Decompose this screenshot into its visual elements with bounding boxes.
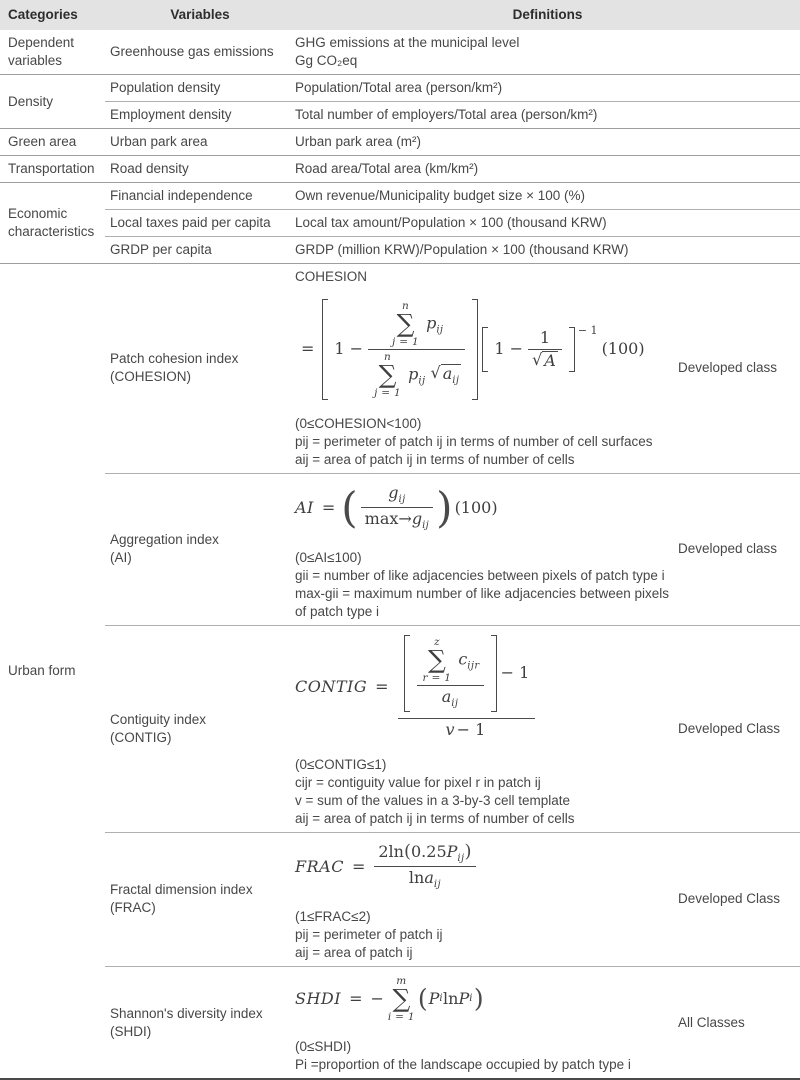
sigma-sum: n ∑ j = 1 (392, 300, 419, 348)
arrow-icon: → (398, 509, 412, 529)
frac-formula: FRAC = $\frac{2\ln(0.25P_{ij})}{\ln a_{ij}}$ (295, 841, 479, 893)
equals-sign: = (301, 339, 315, 359)
numerator: $2\ln(0.25P_{ij})$ (378, 840, 472, 864)
left-paren: ( (403, 840, 411, 862)
exponent: − 1 (577, 323, 598, 337)
factor-100: (100) (601, 339, 645, 359)
denominator: v − 1 (445, 719, 486, 739)
group-dependent-variables (0, 30, 800, 74)
variable-line: (COHESION) (110, 369, 191, 385)
variable-cell (105, 264, 295, 473)
definition-cell: Urban park area (m²) (295, 134, 422, 149)
cohesion-formula (295, 299, 647, 400)
variable-cell (105, 833, 295, 966)
note-line: (0≤COHESION<100) (295, 415, 422, 431)
formula-notes (295, 549, 669, 621)
header-categories: Categories (8, 7, 78, 22)
sigma-sum: z ∑ r = 1 (422, 636, 452, 684)
class-cell: Developed class (678, 360, 778, 376)
sigma-sum: n ∑ j = 1 (374, 350, 401, 399)
denominator: n ∑ j = 1 $p_{ij}$ √ $a_{ij}$ (374, 350, 460, 399)
formula-notes (295, 1038, 631, 1074)
note-line: aij = area of patch ij in terms of number of cells (295, 810, 575, 826)
left-paren: ( (341, 483, 358, 533)
table-row (105, 101, 800, 128)
definition-cell (295, 474, 678, 625)
variable-line: Fractal dimension index (110, 882, 253, 898)
formula-notes (295, 415, 653, 469)
definition-cell (295, 30, 800, 74)
table-row (105, 30, 800, 74)
definition-cell: Total number of employers/Total area (person/km²) (295, 107, 598, 122)
variable-cell: Road density (110, 161, 189, 176)
category-cell: Transportation (8, 161, 95, 176)
fraction (374, 841, 475, 893)
numerator: n ∑ j = 1 $p_{ij}$ (392, 300, 444, 348)
definition-cell: Own revenue/Municipality budget size × 100 (%) (295, 188, 586, 203)
note-line: max-gii = maximum number of like adjacencies between pixels (295, 586, 670, 602)
note-line: aij = area of patch ij in terms of number of cells (295, 451, 575, 467)
contig-formula: CONTIG = z ∑ r = 1 $c_{ijr}$ $a_{ij}$ − 1 v − 1 (295, 634, 538, 741)
table-header-row (0, 0, 800, 30)
definition-line: Gg CO₂eq (295, 53, 358, 68)
denominator: $\max\to g_{ij}$ (364, 509, 430, 532)
sigma-sum: m ∑ i = 1 (387, 975, 415, 1023)
one-minus: 1 − (334, 339, 364, 359)
variable-line: Contiguity index (110, 711, 207, 727)
class-cell: Developed Class (678, 720, 781, 736)
left-bracket (482, 327, 488, 372)
note-line: of patch type i (295, 604, 380, 620)
group-transportation (0, 155, 800, 182)
variable-cell: Population density (110, 80, 221, 95)
variable-cell (105, 474, 295, 625)
equals-sign: = (375, 677, 389, 697)
variable-line: (AI) (110, 550, 132, 566)
variable-cell: Employment density (110, 107, 232, 122)
fraction: $\frac{1}{√ A}$ (528, 327, 562, 372)
table-row-shdi (105, 966, 800, 1078)
definition-cell: Population/Total area (person/km²) (295, 80, 503, 95)
variable-line: Patch cohesion index (110, 351, 239, 367)
variable-line: (FRAC) (110, 900, 156, 916)
note-line: cijr = contiguity value for pixel r in patch ij (295, 774, 541, 790)
fraction (361, 482, 434, 534)
ai-formula: AI = ( $\frac{g_{ij}}{\max\to g_{ij}}$ ) (100) (295, 482, 498, 533)
variable-cell: Local taxes paid per capita (110, 215, 271, 230)
table-row-contig (105, 625, 800, 832)
group-green-area (0, 128, 800, 155)
left-paren: ( (417, 983, 428, 1013)
note-line: (0≤SHDI) (295, 1038, 352, 1054)
variable-cell: Greenhouse gas emissions (110, 44, 274, 59)
right-bracket (569, 327, 575, 372)
group-urban-form (0, 263, 800, 1078)
class-cell: All Classes (678, 1014, 745, 1030)
factor-100: (100) (454, 497, 498, 517)
inner-fraction (417, 635, 484, 712)
variable-line: (CONTIG) (110, 729, 172, 745)
formula-label: COHESION (295, 269, 368, 284)
denominator: $a_{ij}$ (441, 687, 459, 710)
right-bracket (472, 299, 478, 400)
right-bracket (491, 635, 497, 712)
category-cell: Dependent variables (8, 35, 75, 68)
header-definitions: Definitions (512, 7, 583, 22)
definition-line: GHG emissions at the municipal level (295, 35, 520, 50)
note-line: pij = perimeter of patch ij in terms of number of cell surfaces (295, 433, 653, 449)
sigma-icon: ∑ (392, 984, 411, 1014)
table-row-ai (105, 473, 800, 625)
note-line: (0≤AI≤100) (295, 550, 362, 566)
sqrt-radical: √ A (532, 349, 556, 370)
definition-cell: Road area/Total area (km/km²) (295, 161, 479, 176)
note-line: v = sum of the values in a 3-by-3 cell template (295, 792, 571, 808)
variable-line: Aggregation index (110, 532, 219, 548)
sigma-icon: ∑ (378, 359, 397, 389)
table-row (105, 183, 800, 209)
numerator (398, 634, 536, 718)
definition-cell: Local tax amount/Population × 100 (thousand KRW) (295, 215, 607, 230)
category-cell: Urban form (8, 662, 76, 678)
one-minus: 1 − (494, 339, 524, 359)
class-cell: Developed Class (678, 891, 781, 907)
formula-notes (295, 908, 442, 962)
right-paren: ) (464, 840, 472, 862)
variable-cell: Financial independence (110, 188, 253, 203)
outer-fraction (398, 634, 536, 741)
numerator: $g_{ij}$ (388, 482, 406, 505)
fraction (368, 299, 465, 400)
definition-cell: GRDP (million KRW)/Population × 100 (thousand KRW) (295, 242, 629, 257)
denominator: lna$_{ij}$ (408, 868, 441, 891)
right-paren: ) (473, 983, 484, 1013)
category-cell: Economic characteristics (8, 206, 95, 239)
definition-cell (295, 626, 678, 832)
variable-cell: Urban park area (110, 134, 208, 149)
variable-cell (105, 626, 295, 832)
note-line: (1≤FRAC≤2) (295, 909, 371, 925)
numerator: z ∑ r = 1 $c_{ijr}$ (422, 636, 480, 684)
note-line: aij = area of patch ij (295, 945, 413, 961)
note-line: (0≤CONTIG≤1) (295, 756, 387, 772)
table-row-cohesion (105, 264, 800, 473)
right-paren: ) (436, 483, 453, 533)
definition-cell (295, 264, 678, 473)
group-density (0, 74, 800, 128)
table-row (105, 236, 800, 263)
variable-cell: GRDP per capita (110, 242, 212, 257)
group-economic-characteristics (0, 182, 800, 263)
note-line: pij = perimeter of patch ij (295, 927, 443, 943)
bracketed-expression (320, 299, 480, 400)
table-row (105, 156, 800, 182)
category-cell: Green area (8, 134, 77, 149)
equals-sign: = (321, 497, 336, 517)
table-row (105, 75, 800, 101)
variable-line: (SHDI) (110, 1023, 152, 1039)
table-row (105, 129, 800, 155)
sigma-icon: ∑ (396, 309, 415, 339)
left-bracket (322, 299, 328, 400)
definition-cell (295, 967, 678, 1078)
equals-sign: = (349, 989, 363, 1008)
left-bracket (404, 635, 410, 712)
category-cell: Density (8, 93, 54, 109)
definition-cell (295, 833, 678, 966)
variable-line: Shannon's diversity index (110, 1005, 263, 1021)
denominator (528, 350, 562, 372)
variable-cell (105, 967, 295, 1078)
shdi-formula: SHDI = − m ∑ i = 1 ( P i ln P i ) (295, 975, 484, 1023)
equals-sign: = (351, 856, 366, 876)
note-line: Pi =proportion of the landscape occupied by patch type i (295, 1056, 631, 1072)
bracketed-expression: z ∑ r = 1 $c_{ijr}$ $a_{ij}$ − 1 (402, 635, 532, 712)
minus-sign: − (370, 989, 384, 1008)
header-variables: Variables (170, 7, 230, 22)
table-row-frac (105, 832, 800, 966)
formula-notes (295, 756, 575, 828)
sigma-icon: ∑ (427, 645, 446, 675)
class-cell: Developed class (678, 541, 778, 557)
note-line: gii = number of like adjacencies between pixels of patch type i (295, 568, 665, 584)
table-row (105, 209, 800, 236)
bracketed-expression (480, 323, 599, 372)
sqrt-radical: √ $a_{ij}$ (430, 363, 460, 387)
